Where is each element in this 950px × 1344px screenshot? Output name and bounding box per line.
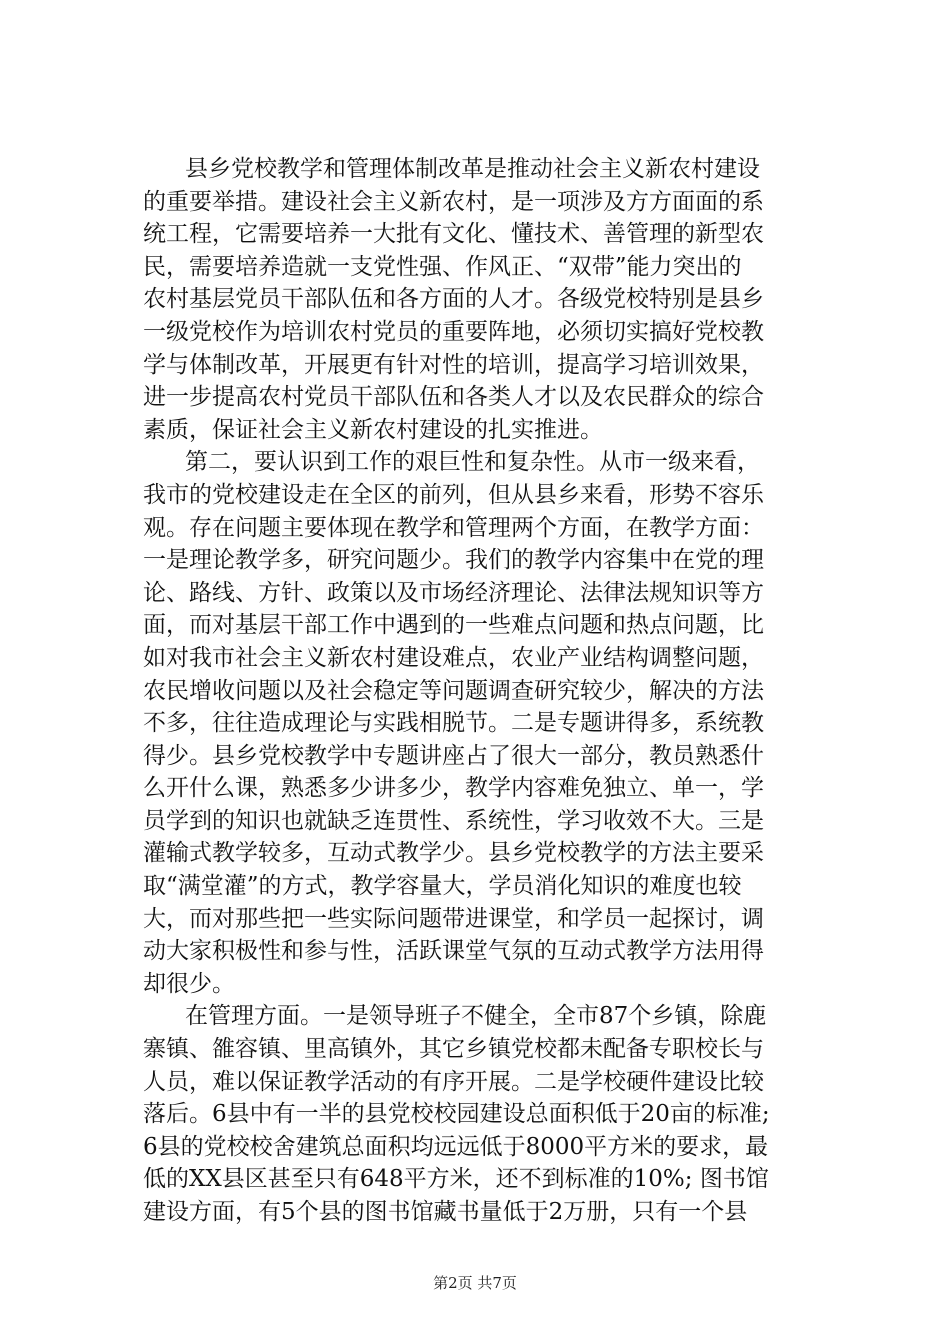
paragraph-line: 统工程，它需要培养一大批有文化、懂技术、善管理的新型农 xyxy=(143,221,764,248)
paragraph xyxy=(143,1000,813,1228)
paragraph-line: 农民增收问题以及社会稳定等问题调查研究较少，解决的方法 xyxy=(143,677,764,704)
paragraph-line: 员学到的知识也就缺乏连贯性、系统性，学习收效不大。三是 xyxy=(143,807,764,834)
paragraph-line: 大，而对那些把一些实际问题带进课堂，和学员一起探讨，调 xyxy=(143,905,764,932)
page-footer: 第2页 共7页 xyxy=(433,1274,517,1292)
paragraph-line: 面，而对基层干部工作中遇到的一些难点问题和热点问题，比 xyxy=(143,612,764,639)
paragraph-line: 寨镇、雒容镇、里高镇外，其它乡镇党校都未配备专职校长与 xyxy=(143,1036,764,1063)
paragraph xyxy=(143,153,813,446)
paragraph-line: 学与体制改革，开展更有针对性的培训，提高学习培训效果， xyxy=(143,351,764,378)
paragraph-line: 如对我市社会主义新农村建设难点，农业产业结构调整问题， xyxy=(143,644,764,671)
paragraph-line: 素质，保证社会主义新农村建设的扎实推进。 xyxy=(143,416,603,443)
paragraph-line: 取“满堂灌”的方式，教学容量大，学员消化知识的难度也较 xyxy=(143,873,742,900)
paragraph-line: 落后。6县中有一半的县党校校园建设总面积低于20亩的标准; xyxy=(143,1101,770,1128)
paragraph-line: 民，需要培养造就一支党性强、作风正、“双带”能力突出的 xyxy=(143,253,742,280)
paragraph-line: 灌输式教学较多，互动式教学少。县乡党校教学的方法主要采 xyxy=(143,840,764,867)
paragraph-line: 不多，往往造成理论与实践相脱节。二是专题讲得多，系统教 xyxy=(143,710,764,737)
document-body xyxy=(143,153,813,1229)
paragraph-line: 么开什么课，熟悉多少讲多少，教学内容难免独立、单一，学 xyxy=(143,775,764,802)
paragraph-line: 农村基层党员干部队伍和各方面的人才。各级党校特别是县乡 xyxy=(143,286,764,313)
paragraph-first-line: 第二，要认识到工作的艰巨性和复杂性。从市一级来看， xyxy=(185,449,760,476)
paragraph-line: 我市的党校建设走在全区的前列，但从县乡来看，形势不容乐 xyxy=(143,481,764,508)
paragraph-line: 人员，难以保证教学活动的有序开展。二是学校硬件建设比较 xyxy=(143,1068,764,1095)
paragraph-line: 建设方面，有5个县的图书馆藏书量低于2万册，只有一个县 xyxy=(143,1199,748,1225)
paragraph-first-line: 在管理方面。一是领导班子不健全，全市87个乡镇，除鹿 xyxy=(185,1003,767,1030)
paragraph xyxy=(143,446,813,1000)
paragraph-line: 低的XX县区甚至只有648平方米，还不到标准的10%; 图书馆 xyxy=(143,1166,769,1193)
paragraph-line: 动大家积极性和参与性，活跃课堂气氛的互动式教学方法用得 xyxy=(143,938,764,965)
paragraph-line: 进一步提高农村党员干部队伍和各类人才以及农民群众的综合 xyxy=(143,384,764,411)
paragraph-line: 论、路线、方针、政策以及市场经济理论、法律法规知识等方 xyxy=(143,579,764,606)
paragraph-first-line: 县乡党校教学和管理体制改革是推动社会主义新农村建设 xyxy=(185,156,760,182)
paragraph-line: 一是理论教学多，研究问题少。我们的教学内容集中在党的理 xyxy=(143,547,764,574)
paragraph-line: 观。存在问题主要体现在教学和管理两个方面，在教学方面： xyxy=(143,514,764,541)
paragraph-line: 一级党校作为培训农村党员的重要阵地，必须切实搞好党校教 xyxy=(143,318,764,345)
paragraph-line: 的重要举措。建设社会主义新农村，是一项涉及方方面面的系 xyxy=(143,188,764,215)
paragraph-line: 6县的党校校舍建筑总面积均远远低于8000平方米的要求，最 xyxy=(143,1133,769,1160)
paragraph-line: 却很少。 xyxy=(143,970,235,997)
paragraph-line: 得少。县乡党校教学中专题讲座占了很大一部分，教员熟悉什 xyxy=(143,742,764,769)
